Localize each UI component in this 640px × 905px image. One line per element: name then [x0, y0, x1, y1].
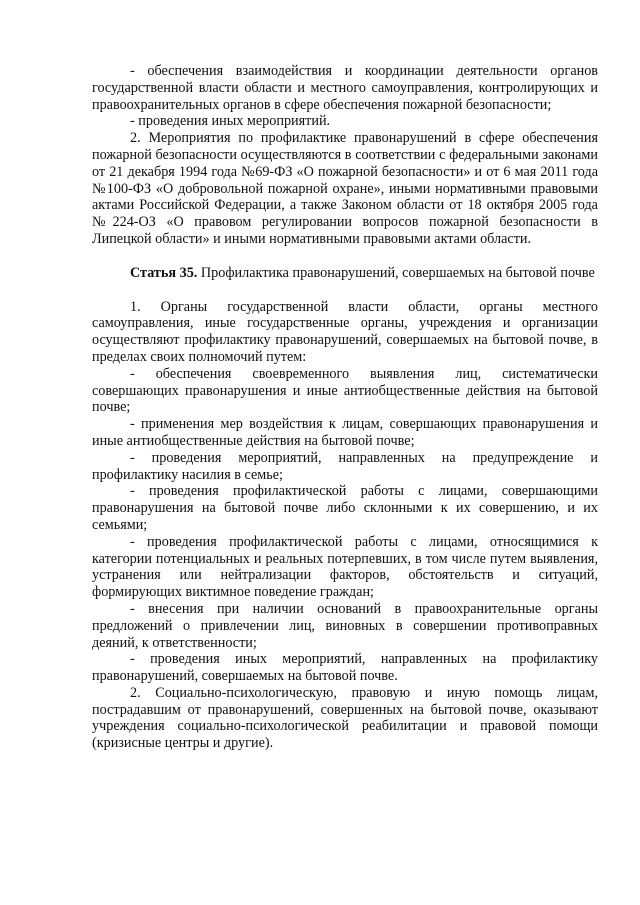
paragraph-fire-safety-laws: 2. Мероприятия по профилактике правонарушений в сфере обеспечения пожарной безопасности осуществляются в соответствии с федеральными законами от 21 декабря 1994 года №69-ФЗ «О пожарной безопасности» и от 6 мая 2011 года №100-ФЗ «О добровольной пожарной охране», иными нормативными правовыми актами Российской Федерации, а также Законом области от 18 октября 2005 года №224-ОЗ «О правовом регулировании вопросов пожарной безопасности в Липецкой области» и иными нормативными правовыми актами области. [92, 130, 598, 247]
article-heading [92, 265, 598, 282]
list-item-family-violence: - проведения мероприятий, направленных на предупреждение и профилактику насилия в семье; [92, 449, 598, 483]
article-number: Статья 35. [130, 264, 198, 281]
paragraph-other-measures: - проведения иных мероприятий. [130, 113, 331, 130]
paragraph-coordination: - обеспечения взаимодействия и координации деятельности органов государственной власти области и местного самоуправления, контролирующих и правоохранительных органов в сфере обеспечения пожарной безопасности; [92, 63, 598, 113]
list-item-other-measures: - проведения иных мероприятий, направленных на профилактику правонарушений, совершаемых на бытовой почве. [92, 651, 598, 685]
article-title: Профилактика правонарушений, совершаемых на бытовой почве [200, 264, 595, 281]
document-page [92, 63, 598, 752]
list-item-work-with-victims: - проведения профилактической работы с лицами, относящимися к категории потенциальных и реальных потерпевших, в том числе путем выявления, устранения или нейтрализации факторов, обстоятельств и ситуаций, формирующих виктимное поведение граждан; [92, 533, 598, 601]
paragraph-victim-assistance: 2. Социально-психологическую, правовую и иную помощь лицам, пострадавшим от правонарушений, совершенных на бытовой почве, оказывают учреждения социально-психологической реабилитации и правовой помощи (кризисные центры и другие). [92, 684, 598, 752]
list-item-proposals-liability: - внесения при наличии оснований в правоохранительные органы предложений о привлечении лиц, виновных в совершении противоправных деяний, к ответственности; [92, 600, 598, 651]
list-item-timely-detection: - обеспечения своевременного выявления лиц, систематически совершающих правонарушения и иные антиобщественные действия на бытовой почве; [92, 365, 598, 416]
list-item-work-with-offenders: - проведения профилактической работы с лицами, совершающими правонарушения на бытовой почве либо склонными к их совершению, и их семьями; [92, 483, 598, 533]
list-item-measures-of-influence: - применения мер воздействия к лицам, совершающих правонарушения и иные антиобщественные действия на бытовой почве; [92, 416, 598, 449]
paragraph-bodies-prevention: 1. Органы государственной власти области, органы местного самоуправления, иные государственные органы, учреждения и организации осуществляют профилактику правонарушений, совершаемых на бытовой почве, в пределах своих полномочий путем: [92, 298, 598, 365]
